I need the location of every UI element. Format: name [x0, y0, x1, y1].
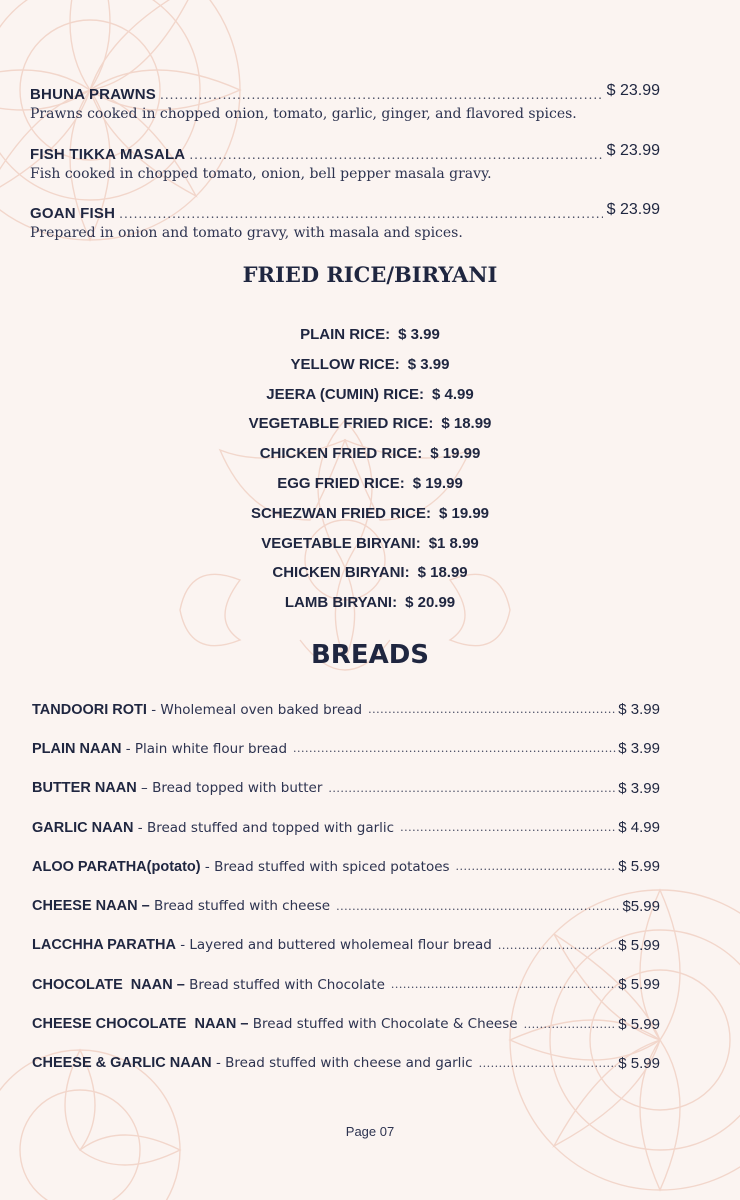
- leader-dots: [524, 1018, 617, 1031]
- bread-name: CHEESE & GARLIC NAAN: [32, 1055, 212, 1072]
- bread-price: $ 3.99: [618, 701, 660, 719]
- bread-separator: -: [146, 701, 161, 718]
- bread-name: PLAIN NAAN: [32, 740, 122, 757]
- bread-description: Layered and buttered wholemeal flour bread: [189, 937, 492, 954]
- bread-item: [32, 1004, 660, 1043]
- rice-item: [0, 558, 740, 588]
- rice-item-price: $ 19.99: [430, 445, 481, 463]
- section-title-breads: BREADS: [310, 640, 430, 670]
- rice-item-name: JEERA (CUMIN) RICE:: [266, 385, 425, 403]
- bread-name: CHEESE NAAN –: [32, 898, 150, 915]
- rice-item-price: $ 3.99: [398, 326, 440, 343]
- bread-description: Plain white flour bread: [134, 740, 288, 757]
- bread-price: $ 5.99: [618, 1015, 660, 1033]
- item-description: Prepared in onion and tomato gravy, with masala and spices.: [30, 225, 463, 241]
- bread-name: BUTTER NAAN: [32, 780, 137, 797]
- bread-name: LACCHHA PARATHA: [32, 937, 176, 954]
- bread-price: $ 5.99: [618, 858, 660, 876]
- bread-separator: -: [200, 858, 215, 875]
- leader-dots: [368, 703, 616, 716]
- bread-price: $ 3.99: [618, 779, 660, 797]
- bread-description: Bread stuffed and topped with garlic: [146, 819, 395, 836]
- rice-item: [0, 439, 740, 469]
- rice-item: [0, 380, 740, 410]
- bread-price: $ 5.99: [618, 976, 660, 994]
- item-price: $ 23.99: [606, 142, 660, 159]
- rice-item: [0, 529, 740, 559]
- leader-dots: [328, 782, 616, 795]
- menu-item-bhuna-prawns: [30, 82, 660, 122]
- breads-list: [32, 690, 660, 1083]
- bread-price: $5.99: [622, 897, 660, 915]
- bread-item: [32, 690, 660, 729]
- bread-price: $ 5.99: [618, 1054, 660, 1072]
- bread-item: [32, 886, 660, 925]
- menu-item-fish-tikka-masala: [30, 142, 660, 182]
- bread-separator: -: [121, 740, 135, 757]
- bread-description: Bread stuffed with cheese: [153, 898, 331, 915]
- rice-item-name: LAMB BIRYANI:: [284, 594, 398, 612]
- item-name: BHUNA PRAWNS: [30, 86, 157, 103]
- rice-item-price: $ 18.99: [441, 415, 492, 433]
- item-price: $ 23.99: [606, 82, 660, 99]
- item-name: GOAN FISH: [30, 205, 116, 222]
- bread-name: CHEESE CHOCOLATE NAAN –: [32, 1016, 249, 1033]
- bread-description: Bread stuffed with Chocolate & Cheese: [252, 1016, 518, 1033]
- rice-item: [0, 320, 740, 350]
- bread-description: Bread stuffed with Chocolate: [189, 976, 385, 993]
- leader-dots: [336, 900, 620, 913]
- bread-item: [32, 769, 660, 808]
- leader-dots: [119, 208, 602, 220]
- bread-price: $ 3.99: [618, 740, 660, 758]
- bread-description: Wholemeal oven baked bread: [160, 701, 363, 718]
- rice-item: [0, 350, 740, 380]
- bread-price: $ 4.99: [618, 819, 660, 837]
- rice-item-name: VEGETABLE FRIED RICE:: [248, 415, 434, 433]
- rice-item-name: VEGETABLE BIRYANI:: [261, 534, 421, 552]
- bread-description: Bread stuffed with cheese and garlic: [225, 1055, 473, 1072]
- rice-item-name: CHICKEN FRIED RICE:: [259, 445, 423, 463]
- bread-name: TANDOORI ROTI: [32, 701, 147, 718]
- leader-dots: [498, 939, 616, 952]
- leader-dots: [293, 742, 616, 755]
- bread-name: CHOCOLATE NAAN –: [32, 976, 185, 993]
- section-title-fried-rice: FRIED RICE/BIRYANI: [242, 262, 498, 287]
- rice-item-price: $ 20.99: [405, 594, 456, 612]
- rice-item-price: $ 19.99: [412, 474, 463, 492]
- bread-item: [32, 808, 660, 847]
- item-description: Prawns cooked in chopped onion, tomato, garlic, ginger, and flavored spices.: [30, 106, 577, 122]
- rice-item-price: $ 19.99: [438, 504, 490, 522]
- leader-dots: [189, 149, 602, 161]
- leader-dots: [456, 860, 617, 873]
- bread-name: GARLIC NAAN: [32, 819, 134, 836]
- item-price: $ 23.99: [606, 201, 660, 218]
- rice-item-price: $ 4.99: [432, 385, 474, 403]
- bread-price: $ 5.99: [618, 936, 660, 954]
- rice-list: [0, 320, 740, 618]
- rice-item-name: SCHEZWAN FRIED RICE:: [250, 504, 431, 522]
- item-description: Fish cooked in chopped tomato, onion, bell pepper masala gravy.: [30, 166, 492, 182]
- rice-item-name: YELLOW RICE:: [290, 355, 400, 373]
- bread-name: ALOO PARATHA(potato): [32, 858, 201, 875]
- bread-separator: -: [175, 937, 190, 954]
- bread-item: [32, 965, 660, 1004]
- bread-separator: -: [211, 1055, 226, 1072]
- bread-item: [32, 1044, 660, 1083]
- rice-item-name: EGG FRIED RICE:: [277, 474, 405, 492]
- rice-item-price: $ 3.99: [407, 355, 450, 373]
- rice-item: [0, 499, 740, 529]
- leader-dots: [400, 821, 616, 834]
- rice-item: [0, 469, 740, 499]
- leader-dots: [160, 89, 603, 101]
- leader-dots: [479, 1057, 617, 1070]
- rice-item-price: $ 18.99: [417, 564, 468, 582]
- bread-item: [32, 729, 660, 768]
- bread-separator: -: [133, 819, 147, 836]
- bread-item: [32, 847, 660, 886]
- page-number: Page 07: [345, 1124, 395, 1139]
- rice-item-price: $1 8.99: [428, 534, 479, 552]
- leader-dots: [391, 978, 616, 991]
- bread-separator: –: [136, 780, 153, 797]
- menu-item-goan-fish: [30, 201, 660, 241]
- item-name: FISH TIKKA MASALA: [30, 146, 186, 163]
- bread-description: Bread topped with butter: [152, 780, 323, 797]
- bread-description: Bread stuffed with spiced potatoes: [214, 858, 450, 875]
- rice-item-name: PLAIN RICE:: [300, 326, 391, 343]
- bread-item: [32, 926, 660, 965]
- rice-item: [0, 588, 740, 618]
- rice-item: [0, 409, 740, 439]
- rice-item-name: CHICKEN BIRYANI:: [272, 564, 410, 582]
